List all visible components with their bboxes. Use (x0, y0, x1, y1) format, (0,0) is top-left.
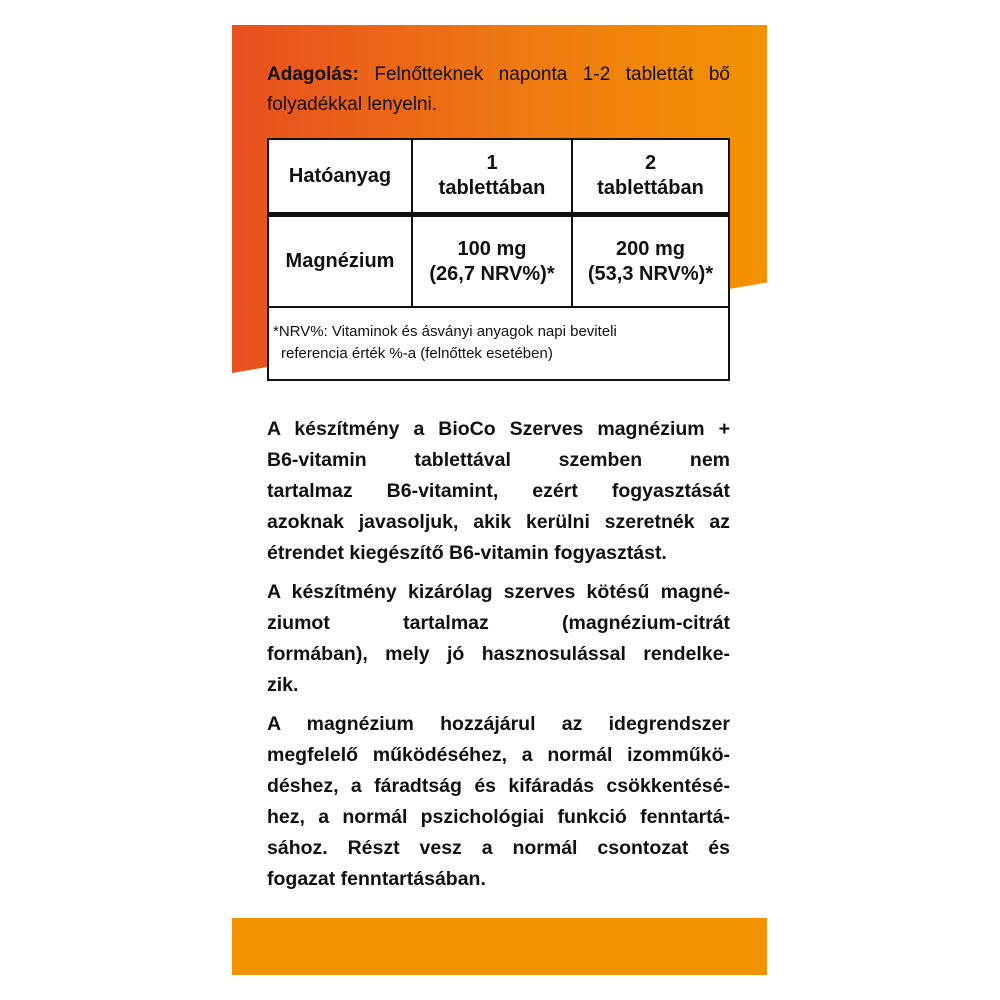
text-line: zik. (267, 674, 299, 696)
row-magnesium-name: Magnézium (285, 250, 395, 272)
header-active-ingredient: Hatóanyag (288, 164, 392, 187)
text-line: tartalmaz B6-vitamint, ezért fogyasztását (267, 480, 730, 502)
header-number: 2 (644, 152, 657, 174)
text-line: étrendet kiegészítő B6-vitamin fogyasztást. (267, 542, 667, 564)
footnote-line: *NRV%: Vitaminok és ásványi anyagok napi beviteli (273, 323, 617, 340)
dosage-line: folyadékkal lenyelni. (267, 94, 438, 115)
header-unit: tablettában (597, 177, 704, 199)
header-2-tablets (573, 140, 728, 212)
text-line: B6-vitamin tablettával szemben nem (267, 449, 730, 471)
text-line: A készítmény kizárólag szerves kötésű magné- (267, 581, 730, 603)
paragraph-magnesium-benefits (267, 709, 730, 895)
nrv-value: (26,7 NRV%)* (429, 262, 555, 285)
dosage-label: Adagolás: (267, 64, 359, 85)
dosage-line: Felnőtteknek naponta 1-2 tablettát bő (358, 64, 730, 85)
text-line: formában), mely jó hasznosulással rendelke- (267, 643, 730, 665)
text-line: ziumot tartalmaz (magnézium-citrát (267, 612, 730, 634)
row-magnesium-2-tablets (573, 217, 728, 306)
text-line: déshez, a fáradtság és kifáradás csökkentésé- (267, 775, 730, 797)
footnote-line: referencia érték %-a (felnőttek esetében) (281, 345, 553, 362)
text-line: hez, a normál pszichológiai funkció fenntartá- (267, 806, 730, 828)
table-divider (269, 306, 728, 308)
text-line: fogazat fenntartásában. (267, 868, 486, 890)
dose-value: 200 mg (616, 237, 685, 260)
header-number: 1 (486, 152, 498, 174)
orange-footer-band (232, 918, 767, 975)
nrv-footnote (273, 321, 617, 365)
row-magnesium-1-tablet (413, 217, 571, 306)
paragraph-b6-info (267, 414, 730, 569)
text-line: A készítmény a BioCo Szerves magnézium + (267, 418, 730, 440)
header-unit: tablettában (438, 177, 546, 199)
text-line: megfelelő működéséhez, a normál izomműkö- (267, 744, 730, 766)
nrv-value: (53,3 NRV%)* (587, 262, 714, 285)
text-line: azoknak javasoljuk, akik kerülni szeretnék az (267, 511, 730, 533)
header-1-tablet (413, 140, 571, 212)
nutrition-table (267, 138, 730, 381)
text-line: sához. Részt vesz a normál csontozat és (267, 837, 730, 859)
dosage-text (267, 60, 730, 120)
text-line: A magnézium hozzájárul az idegrendszer (267, 713, 730, 735)
dose-value: 100 mg (457, 237, 527, 260)
paragraph-organic-magnesium (267, 577, 730, 701)
